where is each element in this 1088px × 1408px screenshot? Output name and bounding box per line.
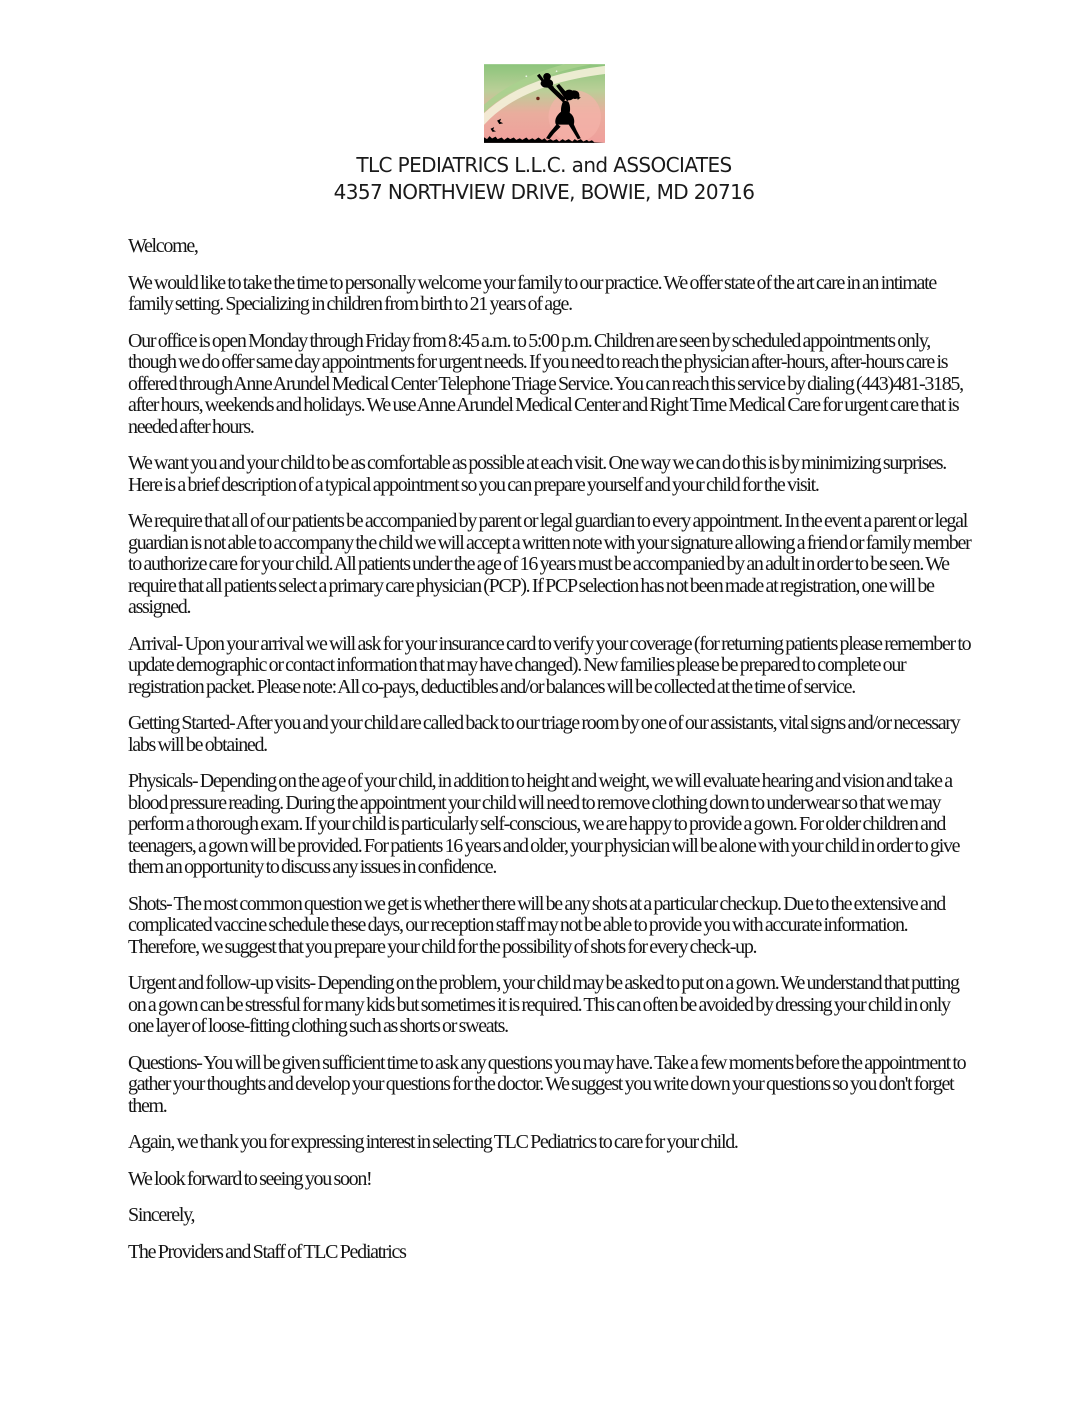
org-header <box>0 152 1088 206</box>
valediction: Sincerely, <box>128 1204 195 1226</box>
letter-paragraph: We look forward to seeing you soon! <box>128 1167 372 1190</box>
org-address: 4357 NORTHVIEW DRIVE, BOWIE, MD 20716 <box>333 180 755 204</box>
letterhead <box>0 0 1088 206</box>
letter-paragraph: We want you and your child to be as comfortable as possible at each visit. One way we can do this is by minimizing surprises. Here is a brief description of a typical appointment so you can prepare yourself and your child for the visit. <box>128 452 946 496</box>
letter-paragraph: Arrival- Upon your arrival we will ask for your insurance card to verify your coverage (for returning patients please remember to update demographic or contact information that may have changed). New families please be prepared to complete our registration packet. Please note: All co-pays, deductibles and/or balances will be collected at the time of service. <box>128 632 971 698</box>
letter-paragraph: We require that all of our patients be accompanied by parent or legal guardian to every appointment. In the event a parent or legal guardian is not able to accompany the child we will accept a written note with your signature allowing a friend or family member to authorize care for your child. All patients under the age of 16 years must be accompanied by an adult in order to be seen. We require that all patients select a primary care physician (PCP). If PCP selection has not been made at registration, one will be assigned. <box>128 510 971 618</box>
letter-body <box>128 236 971 1263</box>
letter-paragraph: Physicals- Depending on the age of your child, in addition to height and weight, we will evaluate hearing and vision and take a blood pressure reading. During the appointment your child will need to remove clothing down to underwear so that we may perform a thorough exam. If your child is particularly self-conscious, we are happy to provide a gown. For older children and teenagers, a gown will be provided. For patients 16 years and older, your physician will be alone with your child in order to give them an opportunity to discuss any issues in confidence. <box>128 770 960 878</box>
salutation: Welcome, <box>128 235 198 257</box>
mother-lifting-child-logo-icon <box>484 64 605 143</box>
letter-paragraph: Again, we thank you for expressing interest in selecting TLC Pediatrics to care for your child. <box>128 1131 738 1153</box>
letter-paragraph: Getting Started- After you and your child are called back to our triage room by one of our assistants, vital signs and/or necessary labs will be obtained. <box>128 712 960 756</box>
letter-paragraph: We would like to take the time to personally welcome your family to our practice. We offer state of the art care in an intimate family setting. Specializing in children from birth to 21 years of age. <box>128 271 936 315</box>
letter-paragraph: Questions- You will be given sufficient time to ask any questions you may have. Take a few moments before the appointment to gather your thoughts and develop your questions for the doctor. We suggest you write down your questions so you don't forget them. <box>128 1051 966 1117</box>
letter-paragraph: Our office is open Monday through Friday from 8:45 a.m. to 5:00 p.m. Children are seen by scheduled appointments only, though we do offer same day appointments for urgent needs. If you need to reach the physician after-hours, after-hours care is offered through Anne Arundel Medical Center Telephone Triage Service. You can reach this service by dialing (443)481-3185, after hours, weekends and holidays. We use Anne Arundel Medical Center and Right Time Medical Care for urgent care that is needed after hours. <box>128 329 963 438</box>
signature-line: The Providers and Staff of TLC Pediatrics <box>128 1240 406 1263</box>
letter-paragraph: Urgent and follow-up visits- Depending on the problem, your child may be asked to put on a gown. We understand that putting on a gown can be stressful for many kids but sometimes it is required. This can often be avoided by dressing your child in only one layer of loose-fitting clothing such as shorts or sweats. <box>128 972 959 1037</box>
org-name: TLC PEDIATRICS L.L.C. and ASSOCIATES <box>356 153 732 177</box>
letter-paragraph: Shots- The most common question we get is whether there will be any shots at a particular checkup. Due to the extensive and complicated vaccine schedule these days, our reception staff may not be able to provide you with accurate information. Therefore, we suggest that you prepare your child for the possibility of shots for every check-up. <box>128 892 945 958</box>
